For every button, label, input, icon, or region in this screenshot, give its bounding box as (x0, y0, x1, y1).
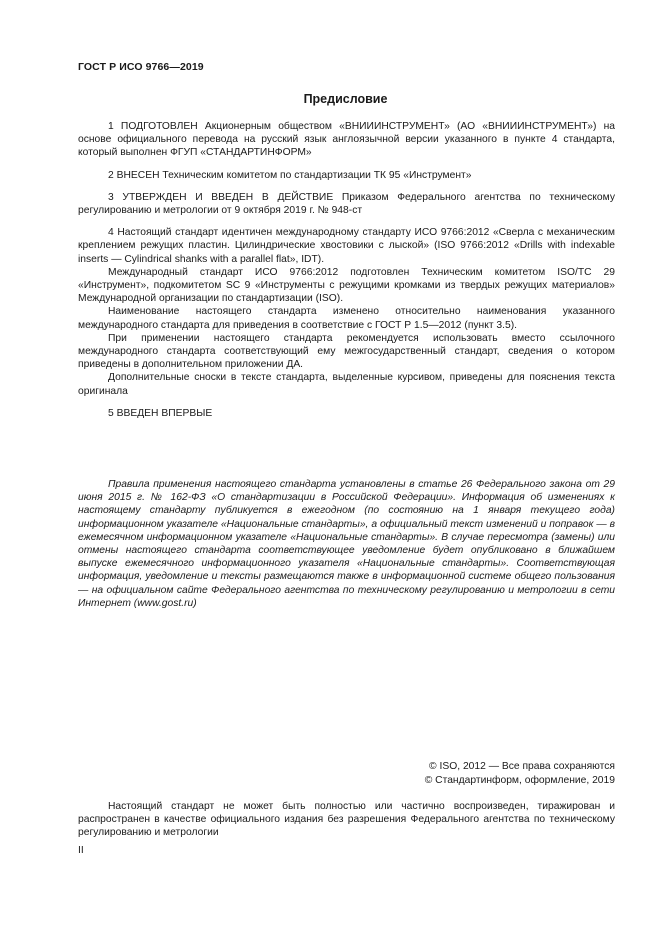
section-4-paragraph: Наименование настоящего стандарта изменено относительно наименования указанного международного стандарта для приведения в соответствие с ГОСТ Р 1.5—2012 (пункт 3.5). (78, 306, 615, 331)
reproduction-notice (78, 800, 615, 840)
note-text: Правила применения настоящего стандарта установлены в статье 26 Федерального закона от 29 июня 2015 г. № 162-ФЗ «О стандартизации в Российской Федерации». Информация об изменениях к настоящему стандарту публикуется в ежегодном (по состоянию на 1 января текущего года) информационном указателе «Национальные стандарты», а официальный текст изменений и поправок — в ежемесячном информационном указателе «Национальные стандарты». В случае пересмотра (замены) или отмены настоящего стандарта соответствующее уведомление будет опубликовано в ближайшем выпуске ежемесячного информационного указателя «Национальные стандарты». Соответствующая информация, уведомление и тексты размещаются также в информационной системе общего пользования — на официальном сайте Федерального агентства по техническому регулированию и метрологии в сети Интернет (www.gost.ru) (78, 479, 615, 609)
section-2: 2 ВНЕСЕН Техническим комитетом по стандартизации ТК 95 «Инструмент» (108, 169, 472, 181)
copyright-block (425, 760, 615, 788)
section-5: 5 ВВЕДЕН ВПЕРВЫЕ (108, 407, 213, 419)
section-1: 1 ПОДГОТОВЛЕН Акционерным обществом «ВНИИИНСТРУМЕНТ» (АО «ВНИИИНСТРУМЕНТ») на основе официального перевода на русский язык англоязычной версии указанного в пункте 4 стандарта, который выполнен ФГУП «СТАНДАРТИНФОРМ» (78, 121, 615, 159)
copyright-standartinform: © Стандартинформ, оформление, 2019 (424, 775, 615, 786)
foreword-body (78, 120, 615, 420)
copyright-iso: © ISO, 2012 — Все права сохраняются (429, 761, 615, 772)
reproduction-notice-text: Настоящий стандарт не может быть полностью или частично воспроизведен, тиражирован и распространен в качестве официального издания без разрешения Федерального агентства по техническому регулированию и метрологии (78, 801, 615, 839)
section-4-paragraph: При применении настоящего стандарта рекомендуется использовать вместо ссылочного международного стандарта соответствующий ему межгосударственный стандарт, сведения о котором приведены в дополнительном приложении ДА. (78, 332, 615, 371)
page-number: II (78, 845, 84, 856)
section-4-paragraph: Дополнительные сноски в тексте стандарта, выделенные курсивом, приведены для пояснения текста оригинала (78, 372, 615, 397)
standard-header: ГОСТ Р ИСО 9766—2019 (78, 61, 204, 73)
section-4-paragraph: 4 Настоящий стандарт идентичен международному стандарту ИСО 9766:2012 «Сверла с механическим креплением режущих пластин. Цилиндрические хвостовики с лыской» (ISO 9766:2012 «Drills with indexable inserts — Cylindrical shanks with a parallel flat», IDT). (78, 227, 615, 265)
section-4-paragraph: Международный стандарт ИСО 9766:2012 подготовлен Техническим комитетом ISO/TC 29 «Инструмент», подкомитетом SC 9 «Инструменты с режущими кромками из твердых режущих материалов» Международной организации по стандартизации (ISO). (78, 266, 615, 305)
application-rules-note (78, 478, 615, 610)
section-3: 3 УТВЕРЖДЕН И ВВЕДЕН В ДЕЙСТВИЕ Приказом Федерального агентства по техническому регулированию и метрологии от 9 октября 2019 г. № 948-ст (78, 191, 615, 217)
page-title: Предисловие (303, 92, 388, 106)
